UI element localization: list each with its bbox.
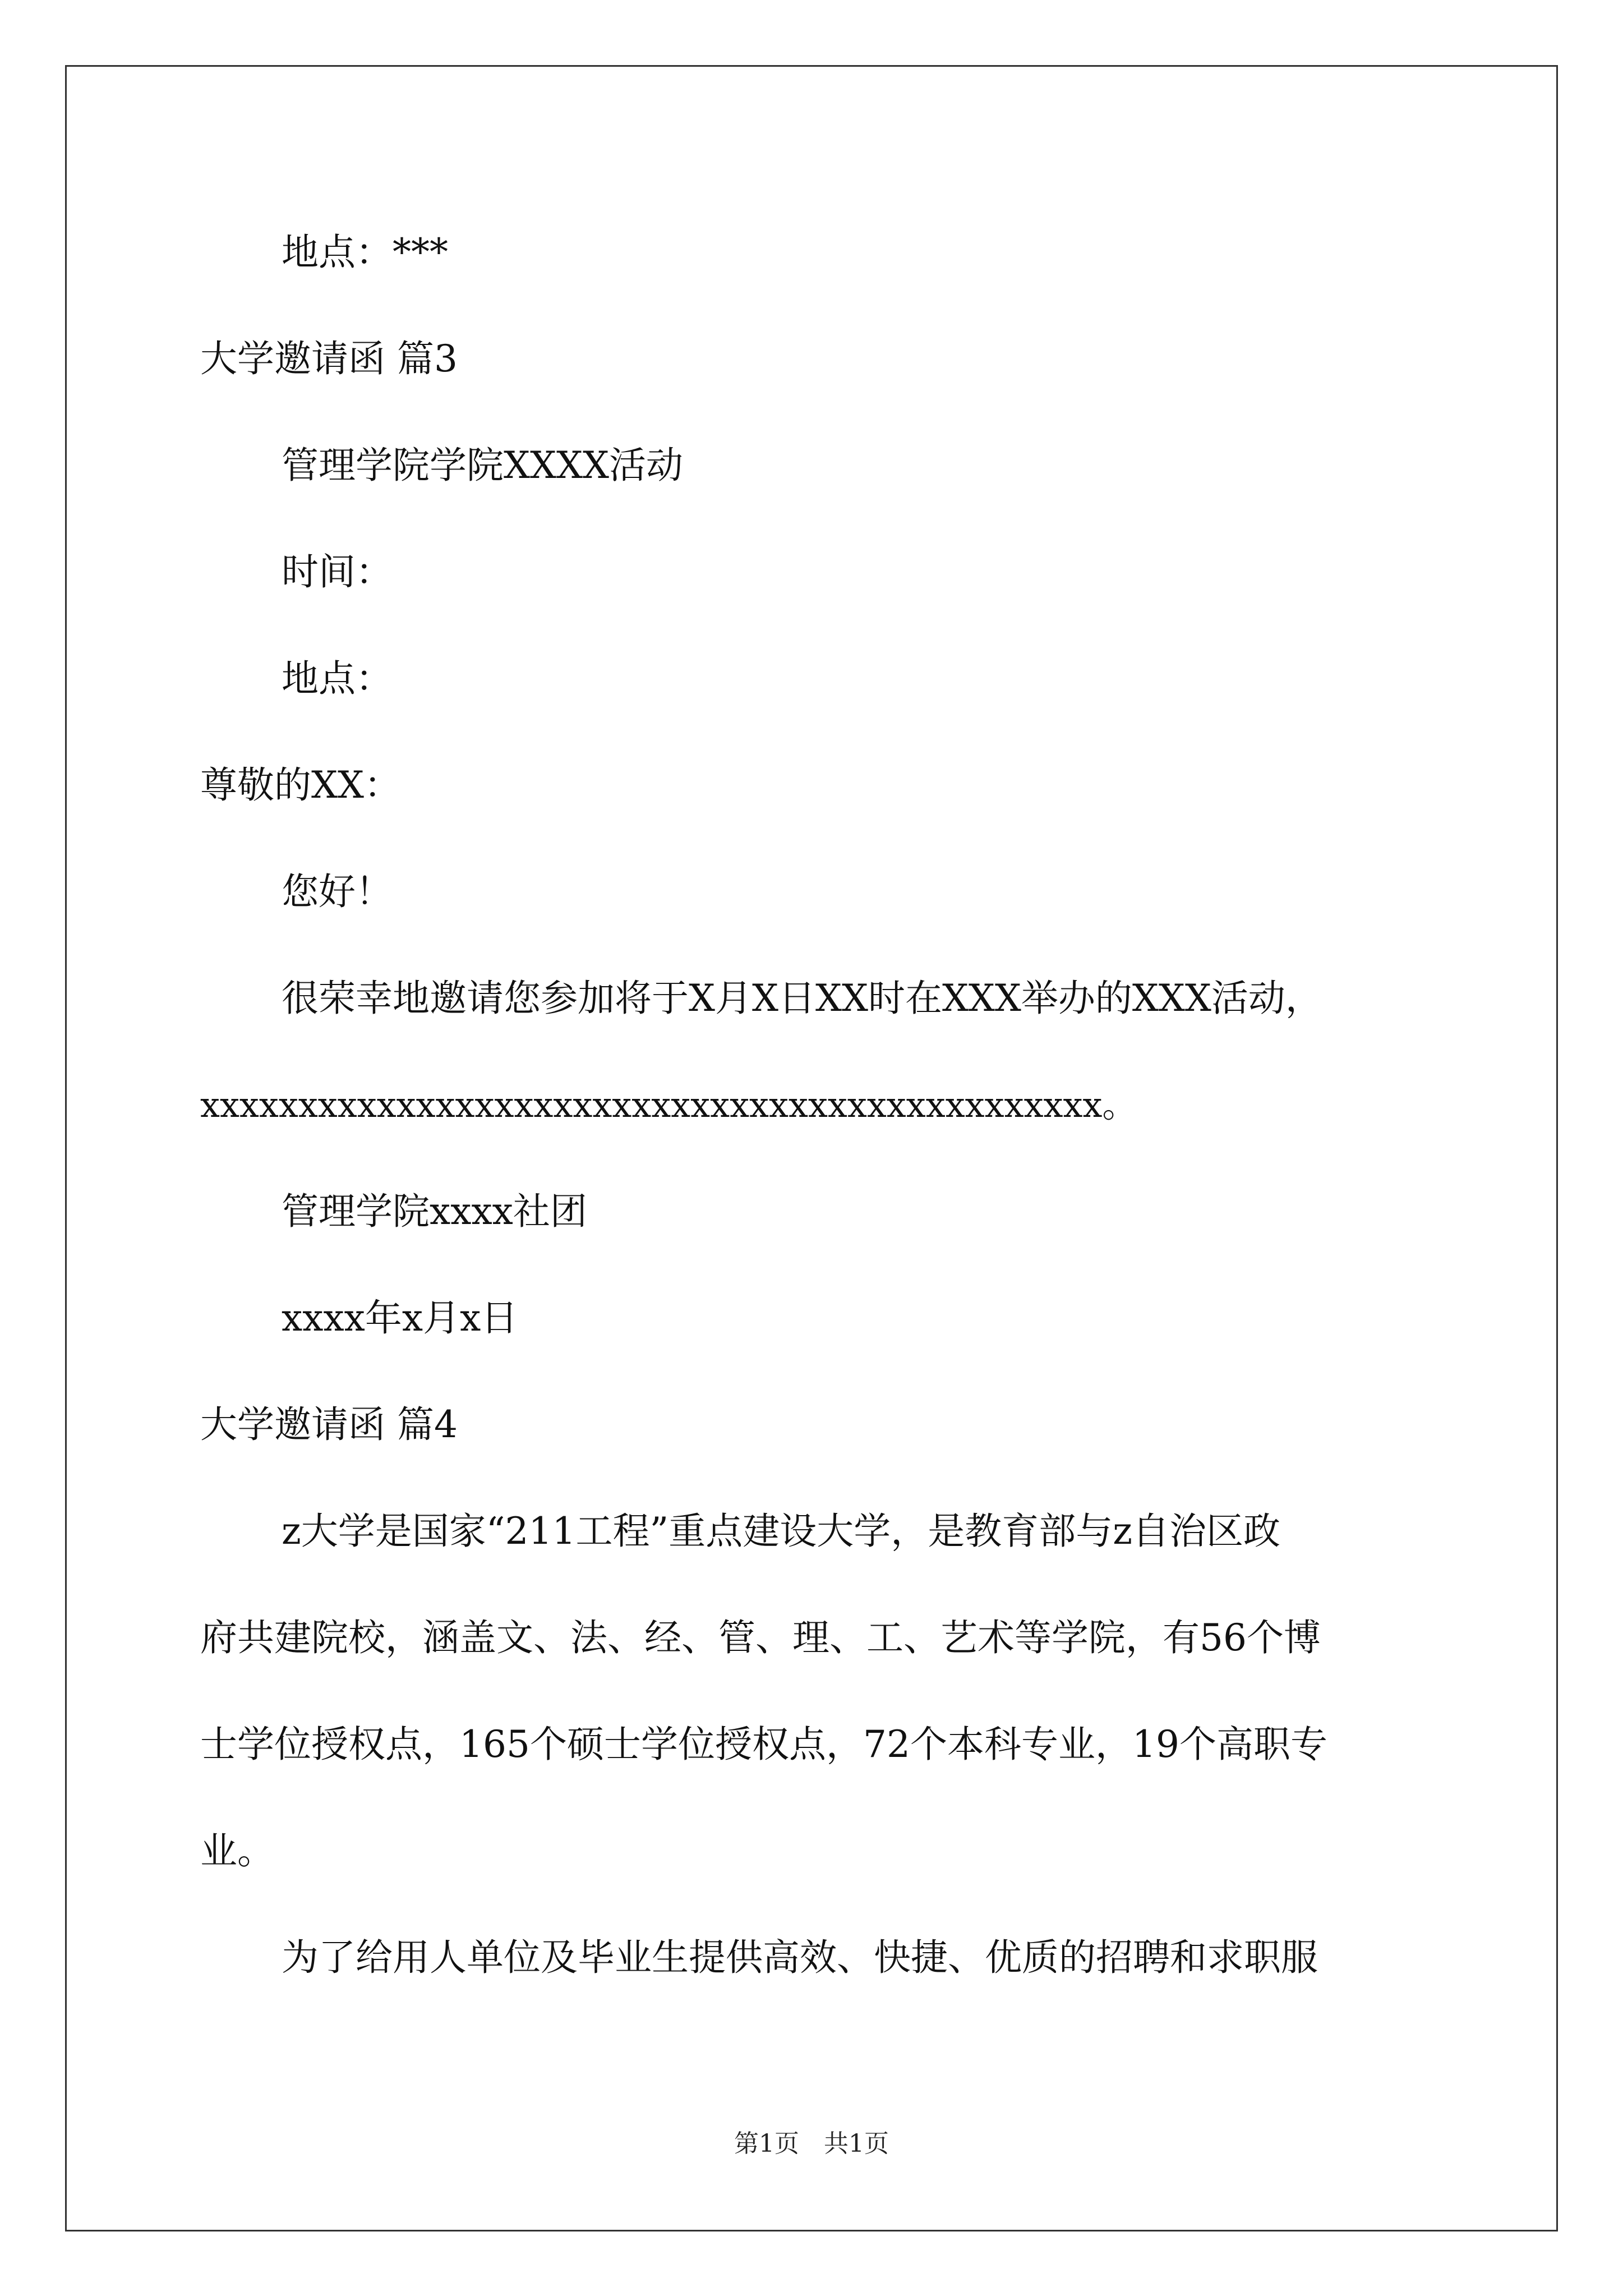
greeting: 您好！: [282, 870, 393, 913]
university-intro-line-1: z大学是国家“211工程”重点建设大学，是教育部与z自治区政: [282, 1510, 1281, 1553]
university-intro-line-2: 府共建院校，涵盖文、法、经、管、理、工、艺术等学院，有56个博: [200, 1616, 1321, 1659]
section-heading-3: 大学邀请函 篇3: [200, 337, 458, 380]
time-line: 时间：: [282, 550, 393, 593]
university-intro-line-4: 业。: [200, 1829, 274, 1872]
page-border: [65, 65, 1558, 2231]
salutation: 尊敬的XX：: [200, 763, 401, 807]
page-footer: 第1页 共1页: [734, 2129, 889, 2158]
university-intro-line-3: 士学位授权点，165个硕士学位授权点，72个本科专业，19个高职专: [200, 1723, 1327, 1766]
activity-title: 管理学院学院XXXX活动: [282, 444, 683, 487]
section-heading-4: 大学邀请函 篇4: [200, 1403, 458, 1446]
service-paragraph-line-1: 为了给用人单位及毕业生提供高效、快捷、优质的招聘和求职服: [282, 1936, 1318, 1979]
location-line-2: 地点：: [282, 657, 393, 700]
signature-date: xxxx年x月x日: [282, 1296, 518, 1340]
invitation-paragraph-line-1: 很荣幸地邀请您参加将于X月X日XX时在XXX举办的XXX活动，: [282, 977, 1322, 1020]
signature-organization: 管理学院xxxx社团: [282, 1190, 587, 1233]
invitation-paragraph-line-2: xxxxxxxxxxxxxxxxxxxxxxxxxxxxxxxxxxxxxxxxxxxxxx。: [200, 1084, 1137, 1125]
location-line-1: 地点：***: [282, 231, 448, 274]
